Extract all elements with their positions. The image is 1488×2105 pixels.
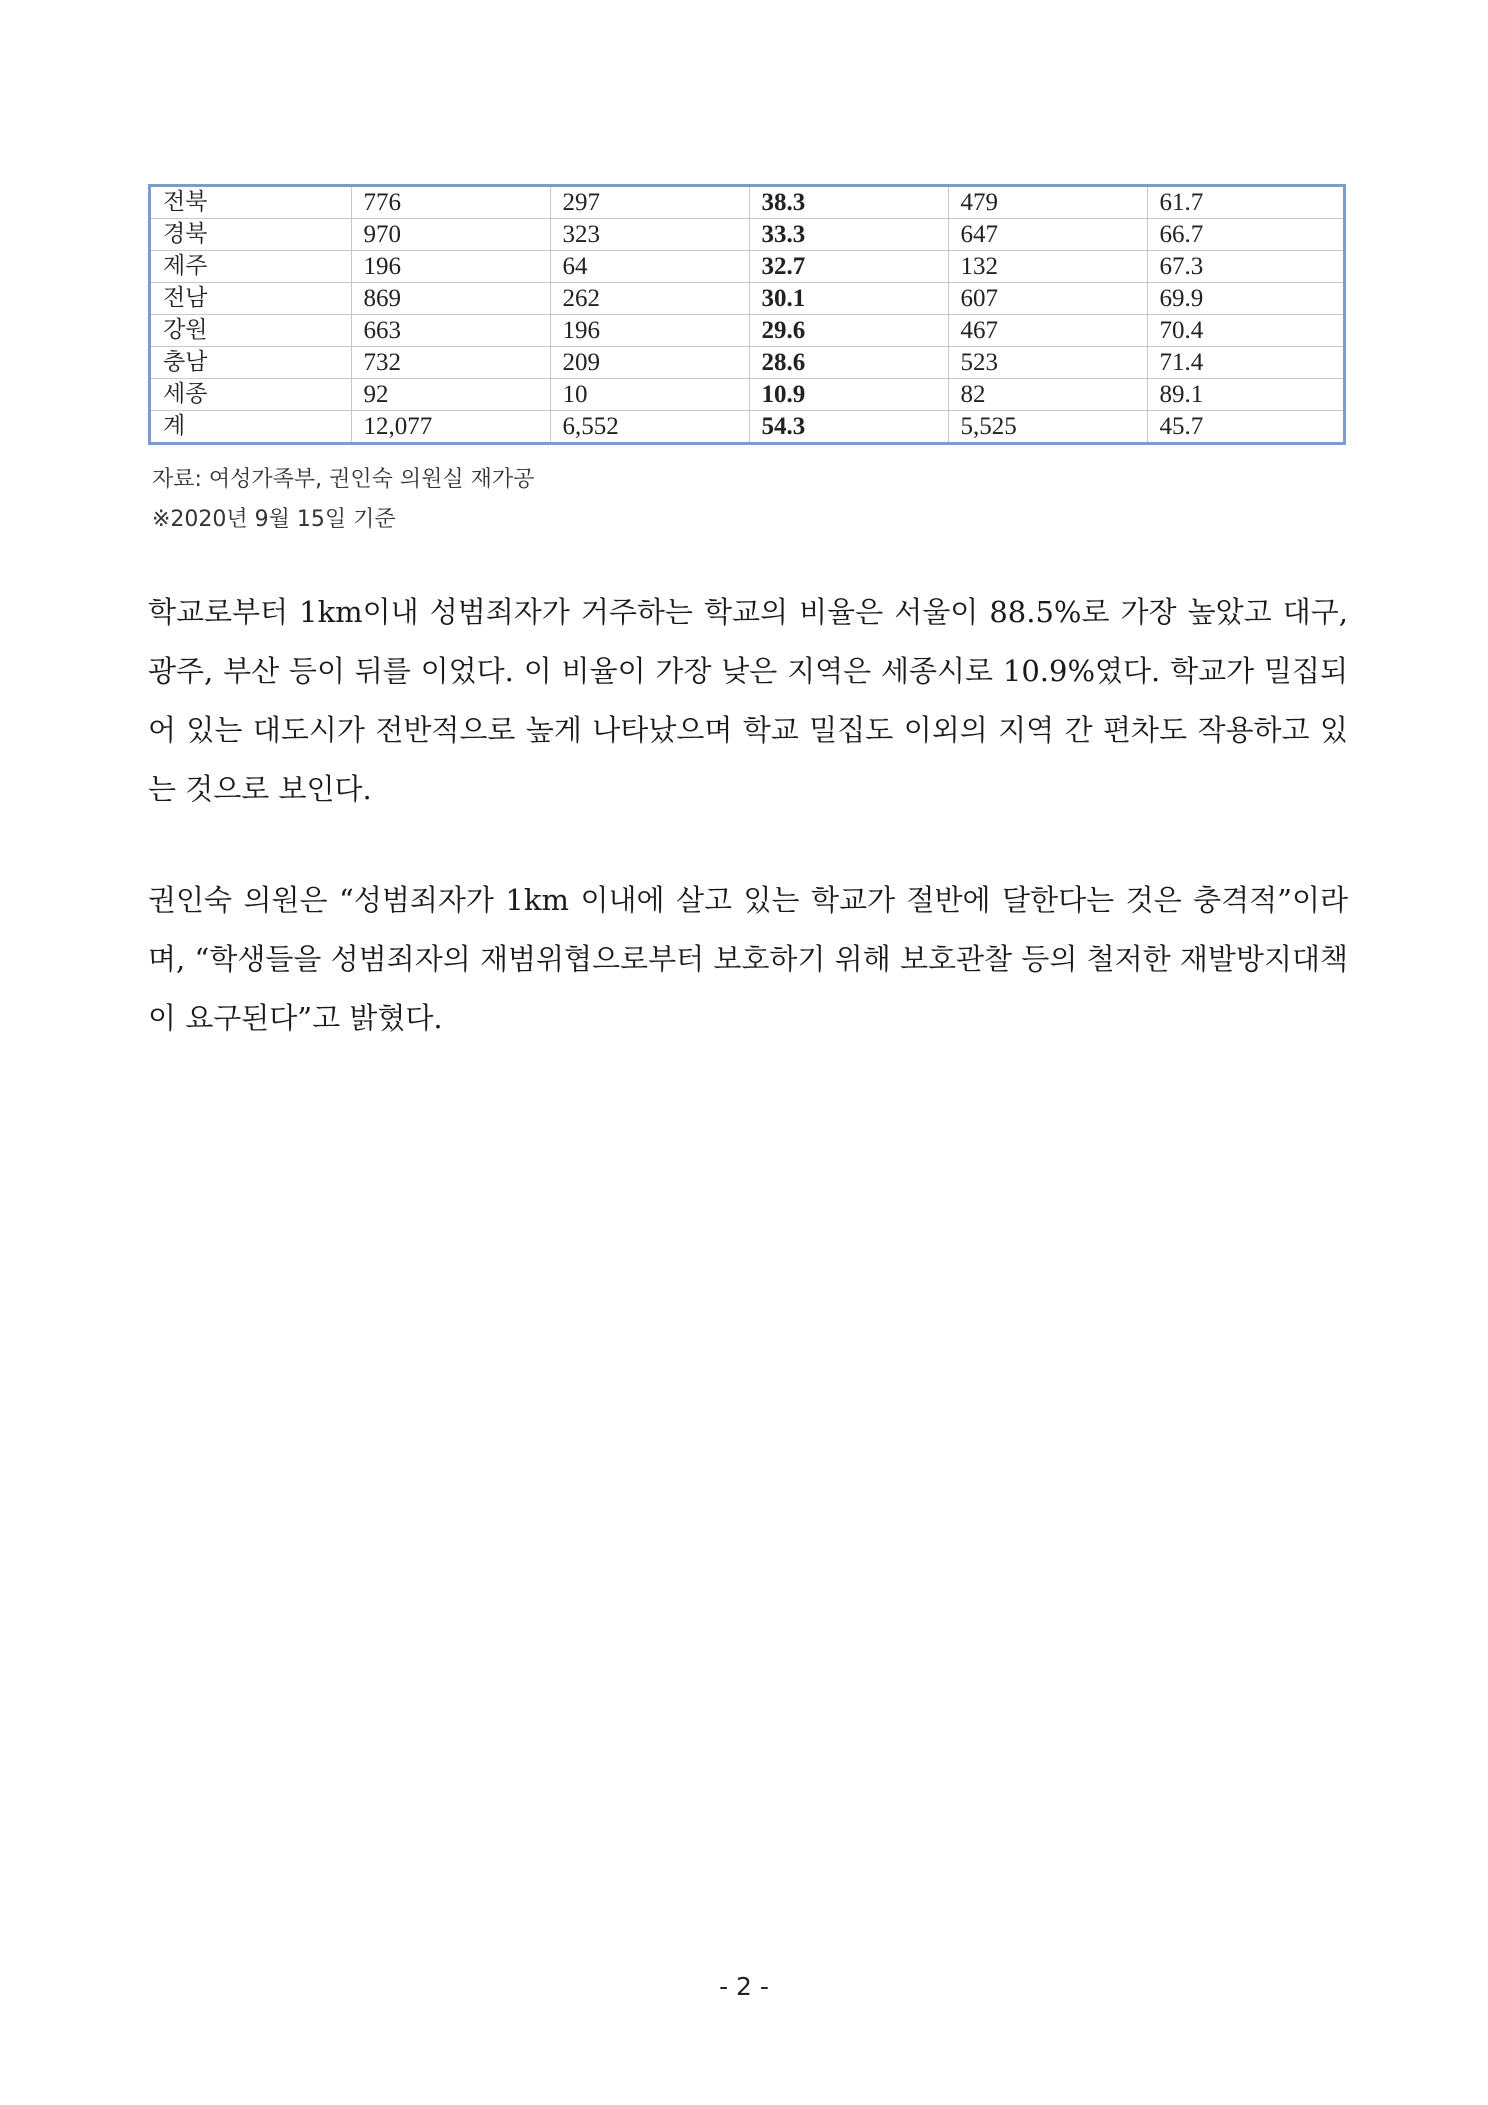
table-row [151,219,1343,251]
cell-count-within: 6,552 [550,411,749,443]
cell-ratio-outside: 89.1 [1147,379,1343,411]
page-number: - 2 - [719,1972,769,2001]
cell-ratio-within: 10.9 [749,379,948,411]
cell-count-within: 262 [550,283,749,315]
table-row [151,411,1343,443]
table-row [151,251,1343,283]
cell-count-outside: 467 [948,315,1147,347]
cell-region: 강원 [151,315,351,347]
cell-region: 제주 [151,251,351,283]
table-row [151,283,1343,315]
cell-ratio-within: 32.7 [749,251,948,283]
cell-ratio-within: 38.3 [749,187,948,219]
cell-region: 충남 [151,347,351,379]
cell-total: 970 [351,219,550,251]
cell-region: 계 [151,411,351,443]
table-row [151,315,1343,347]
cell-count-within: 297 [550,187,749,219]
cell-count-outside: 5,525 [948,411,1147,443]
cell-total: 92 [351,379,550,411]
cell-count-outside: 132 [948,251,1147,283]
cell-ratio-within: 30.1 [749,283,948,315]
cell-ratio-outside: 69.9 [1147,283,1343,315]
cell-total: 12,077 [351,411,550,443]
cell-region: 경북 [151,219,351,251]
cell-count-within: 196 [550,315,749,347]
cell-ratio-outside: 61.7 [1147,187,1343,219]
cell-count-within: 10 [550,379,749,411]
cell-count-outside: 82 [948,379,1147,411]
body-paragraph-2: 권인숙 의원은 “성범죄자가 1km 이내에 살고 있는 학교가 절반에 달한다는 것은 충격적”이라며, “학생들을 성범죄자의 재범위협으로부터 보호하기 위해 보호관찰 등의 철저한 재발방지대책이 요구된다”고 밝혔다. [148,883,1348,1035]
date-basis-note: ※2020년 9월 15일 기준 [152,507,396,532]
table-row [151,347,1343,379]
cell-region: 전남 [151,283,351,315]
body-paragraph-1: 학교로부터 1km이내 성범죄자가 거주하는 학교의 비율은 서울이 88.5%로 가장 높았고 대구, 광주, 부산 등이 뒤를 이었다. 이 비율이 가장 낮은 지역은 세종시로 10.9%였다. 학교가 밀집되어 있는 대도시가 전반적으로 높게 나타났으며 학교 밀집도 이외의 지역 간 편차도 작용하고 있는 것으로 보인다. [148,595,1348,806]
cell-ratio-outside: 45.7 [1159,413,1204,440]
cell-ratio-outside: 70.4 [1147,315,1343,347]
cell-region: 세종 [151,379,351,411]
cell-ratio-outside: 67.3 [1147,251,1343,283]
cell-total: 869 [351,283,550,315]
region-statistics-table [148,184,1346,445]
cell-total: 776 [351,187,550,219]
table-row [151,379,1343,411]
table-notes [152,460,534,540]
cell-count-within: 323 [550,219,749,251]
cell-ratio-within: 54.3 [749,411,948,443]
cell-count-outside: 607 [948,283,1147,315]
cell-count-outside: 647 [948,219,1147,251]
cell-count-within: 209 [550,347,749,379]
cell-count-outside: 523 [948,347,1147,379]
cell-ratio-within: 28.6 [749,347,948,379]
cell-total: 732 [351,347,550,379]
cell-ratio-within: 33.3 [749,219,948,251]
cell-ratio-within: 29.6 [749,315,948,347]
cell-total: 196 [351,251,550,283]
cell-count-within: 64 [550,251,749,283]
table-row [151,187,1343,219]
cell-ratio-outside: 66.7 [1147,219,1343,251]
cell-total: 663 [351,315,550,347]
cell-ratio-outside: 71.4 [1147,347,1343,379]
source-note: 자료: 여성가족부, 권인숙 의원실 재가공 [152,467,535,492]
cell-region: 전북 [151,187,351,219]
statistics-table-body [151,187,1343,442]
cell-count-outside: 479 [948,187,1147,219]
